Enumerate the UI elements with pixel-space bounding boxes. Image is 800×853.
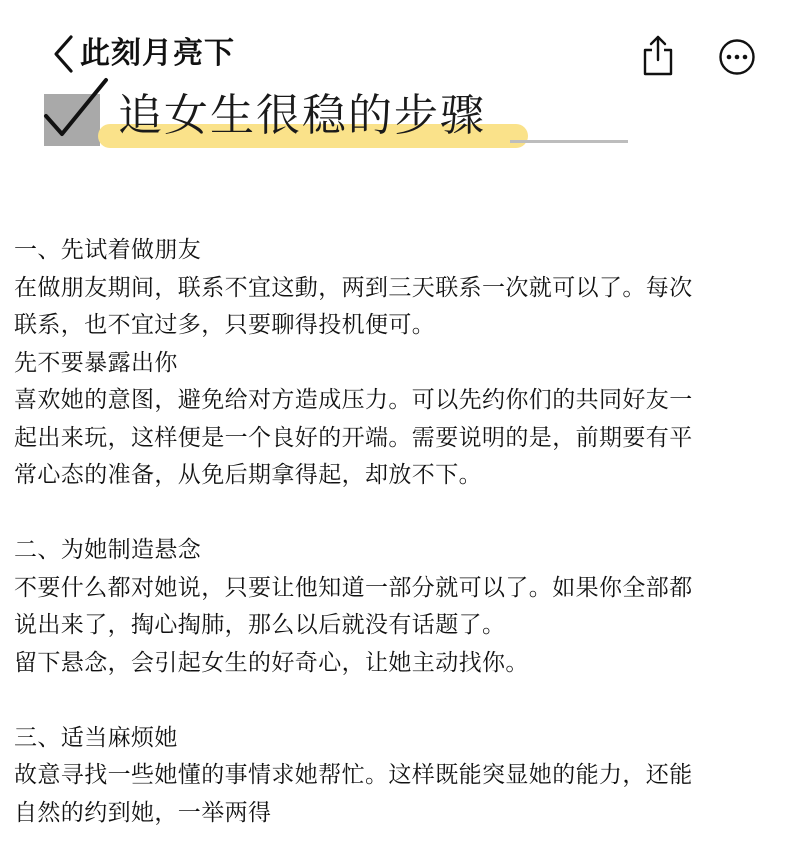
paragraph-line: 常心态的准备，从免后期拿得起，却放不下。 (14, 462, 482, 488)
share-icon (640, 61, 676, 80)
paragraph-line: 不要什么都对她说，只要让他知道一部分就可以了。如果你全部都 (14, 574, 693, 601)
paragraph-line: 留下悬念，会引起女生的好奇心，让她主动找你。 (14, 649, 529, 676)
paragraph-line: 起出来玩，这样便是一个良好的开端。需要说明的是，前期要有平 (14, 424, 693, 451)
article-body (14, 232, 794, 832)
article-title: 追女生很稳的步骤 (118, 90, 486, 141)
paragraph-line: 在做朋友期间，联系不宜这動，两到三天联系一次就可以了。每次 (14, 274, 693, 301)
paragraph-line: 说出来了，掏心掏肺，那么以后就没有话题了。 (14, 612, 506, 638)
section-heading: 一、先试着做朋友 (14, 237, 202, 263)
paragraph-line: 自然的约到她，一举两得 (14, 799, 272, 826)
more-icon (718, 61, 756, 80)
section-2 (14, 532, 794, 682)
paragraph-line: 先不要暴露出你 (14, 349, 178, 376)
article-heading (40, 82, 640, 152)
back-button[interactable] (52, 32, 235, 76)
section-1 (14, 232, 794, 495)
paragraph-line: 故意寻找一些她懂的事情求她帮忙。这样既能突显她的能力，还能 (14, 762, 693, 788)
section-heading: 三、适当麻烦她 (14, 724, 178, 751)
title-underline (510, 140, 628, 143)
top-nav-bar (52, 28, 760, 78)
section-heading: 二、为她制造悬念 (14, 537, 202, 563)
paragraph-line: 喜欢她的意图，避免给对方造成压力。可以先约你们的共同好友一 (14, 387, 693, 413)
chevron-left-icon (52, 34, 74, 74)
section-spacer (14, 682, 794, 720)
nav-title: 此刻月亮下 (80, 36, 235, 71)
share-button[interactable] (640, 34, 676, 76)
paragraph-line: 联系，也不宜过多，只要聊得投机便可。 (14, 312, 436, 338)
section-spacer (14, 495, 794, 533)
more-button[interactable] (718, 38, 756, 76)
section-3 (14, 720, 794, 833)
